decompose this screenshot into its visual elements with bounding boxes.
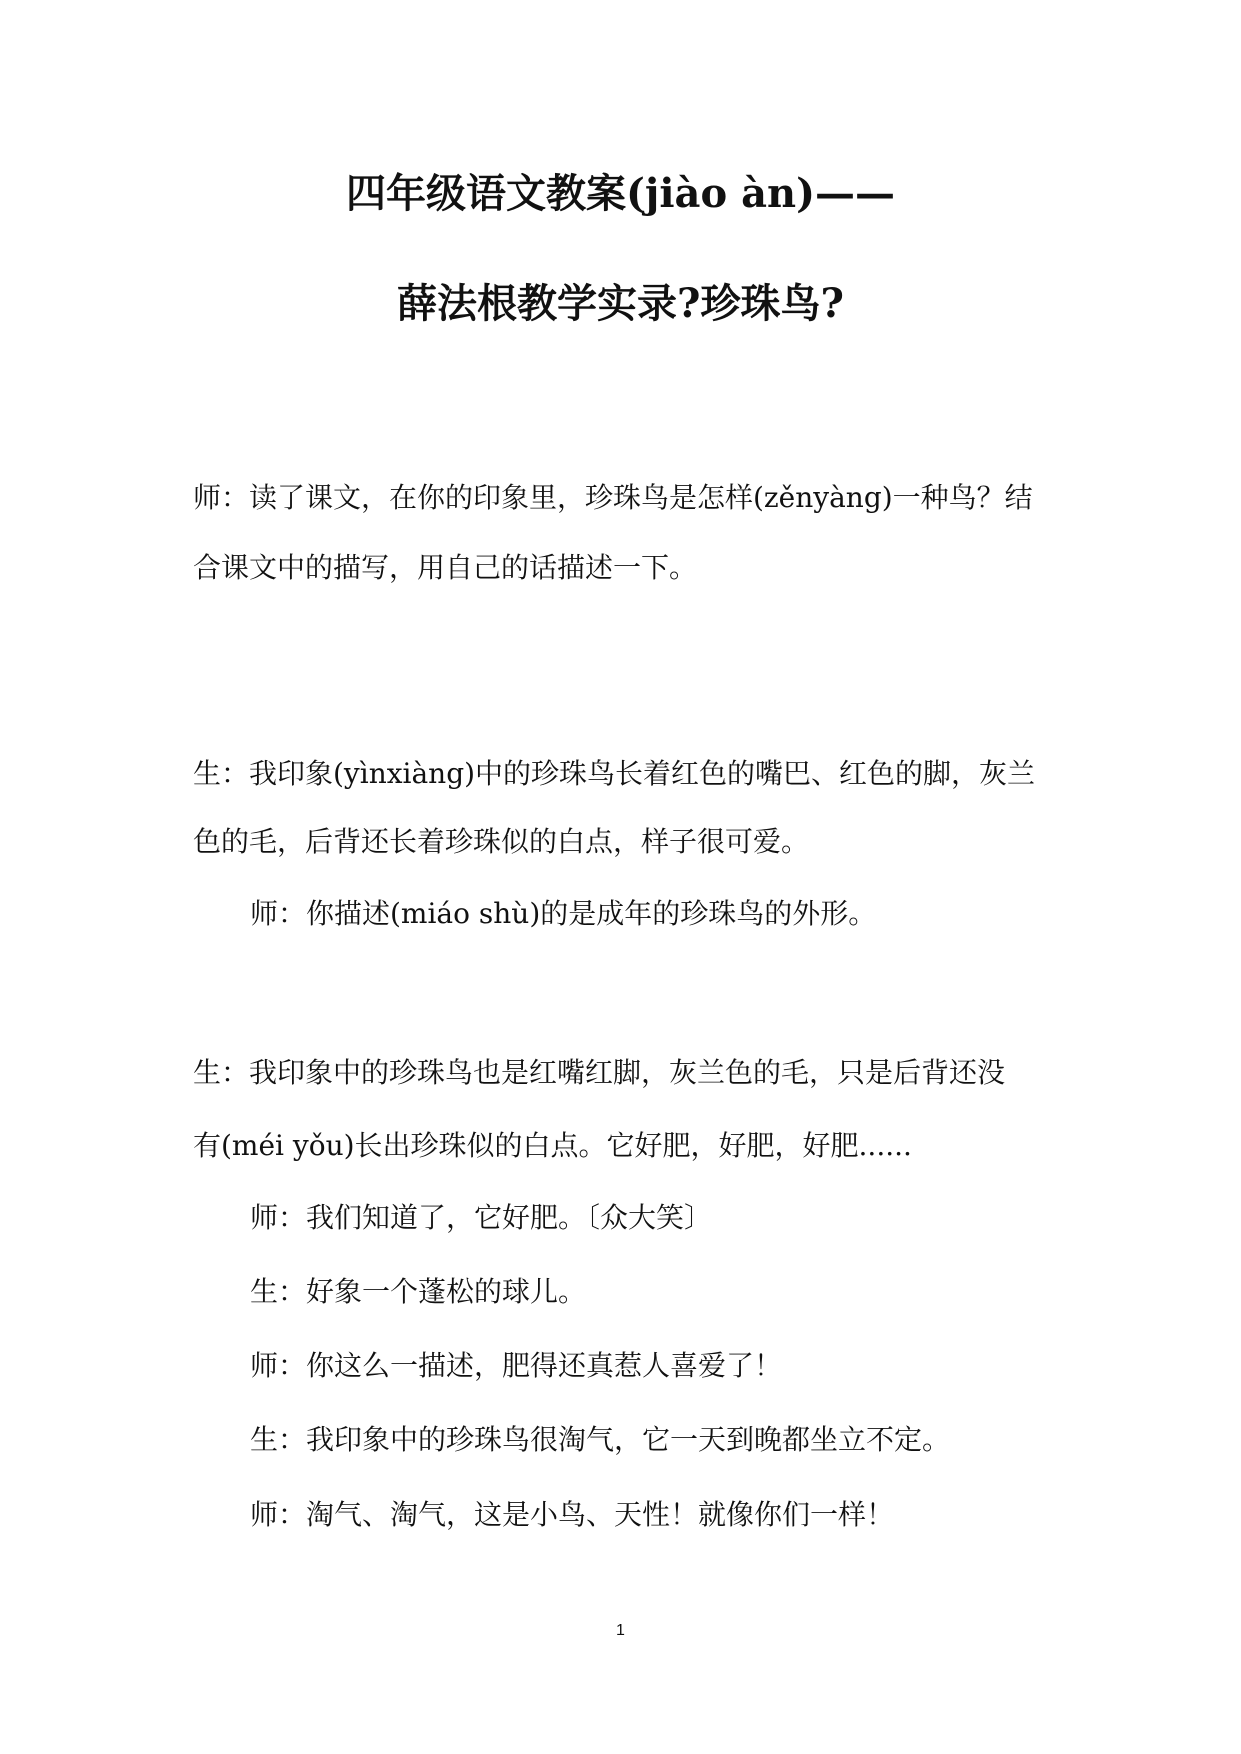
paragraph-1-line-1: 师：读了课文，在你的印象里，珍珠鸟是怎样(zěnyàng)一种鸟？结 — [193, 481, 1033, 514]
paragraph-8-line-1: 生：我印象中的珍珠鸟很淘气，它一天到晚都坐立不定。 — [250, 1423, 951, 1456]
paragraph-6-line-1: 生：好象一个蓬松的球儿。 — [250, 1275, 587, 1308]
document-title-line-2: 薛法根教学实录?珍珠鸟? — [397, 280, 844, 327]
paragraph-2-line-2: 色的毛，后背还长着珍珠似的白点，样子很可爱。 — [193, 825, 810, 858]
paragraph-9-line-1: 师：淘气、淘气，这是小鸟、天性！就像你们一样！ — [250, 1498, 895, 1531]
paragraph-4-line-2: 有(méi yǒu)长出珍珠似的白点。它好肥，好肥，好肥...... — [193, 1129, 912, 1162]
page-number: 1 — [616, 1622, 625, 1639]
paragraph-4-line-1: 生：我印象中的珍珠鸟也是红嘴红脚，灰兰色的毛，只是后背还没 — [193, 1056, 1006, 1089]
paragraph-3-line-1: 师：你描述(miáo shù)的是成年的珍珠鸟的外形。 — [250, 897, 877, 930]
paragraph-5-line-1: 师：我们知道了，它好肥。〔众大笑〕 — [250, 1201, 713, 1234]
document-title-line-1: 四年级语文教案(jiào àn)—— — [345, 170, 896, 217]
paragraph-1-line-2: 合课文中的描写，用自己的话描述一下。 — [193, 551, 698, 584]
paragraph-7-line-1: 师：你这么一描述，肥得还真惹人喜爱了！ — [250, 1349, 783, 1382]
paragraph-2-line-1: 生：我印象(yìnxiàng)中的珍珠鸟长着红色的嘴巴、红色的脚，灰兰 — [193, 757, 1036, 790]
